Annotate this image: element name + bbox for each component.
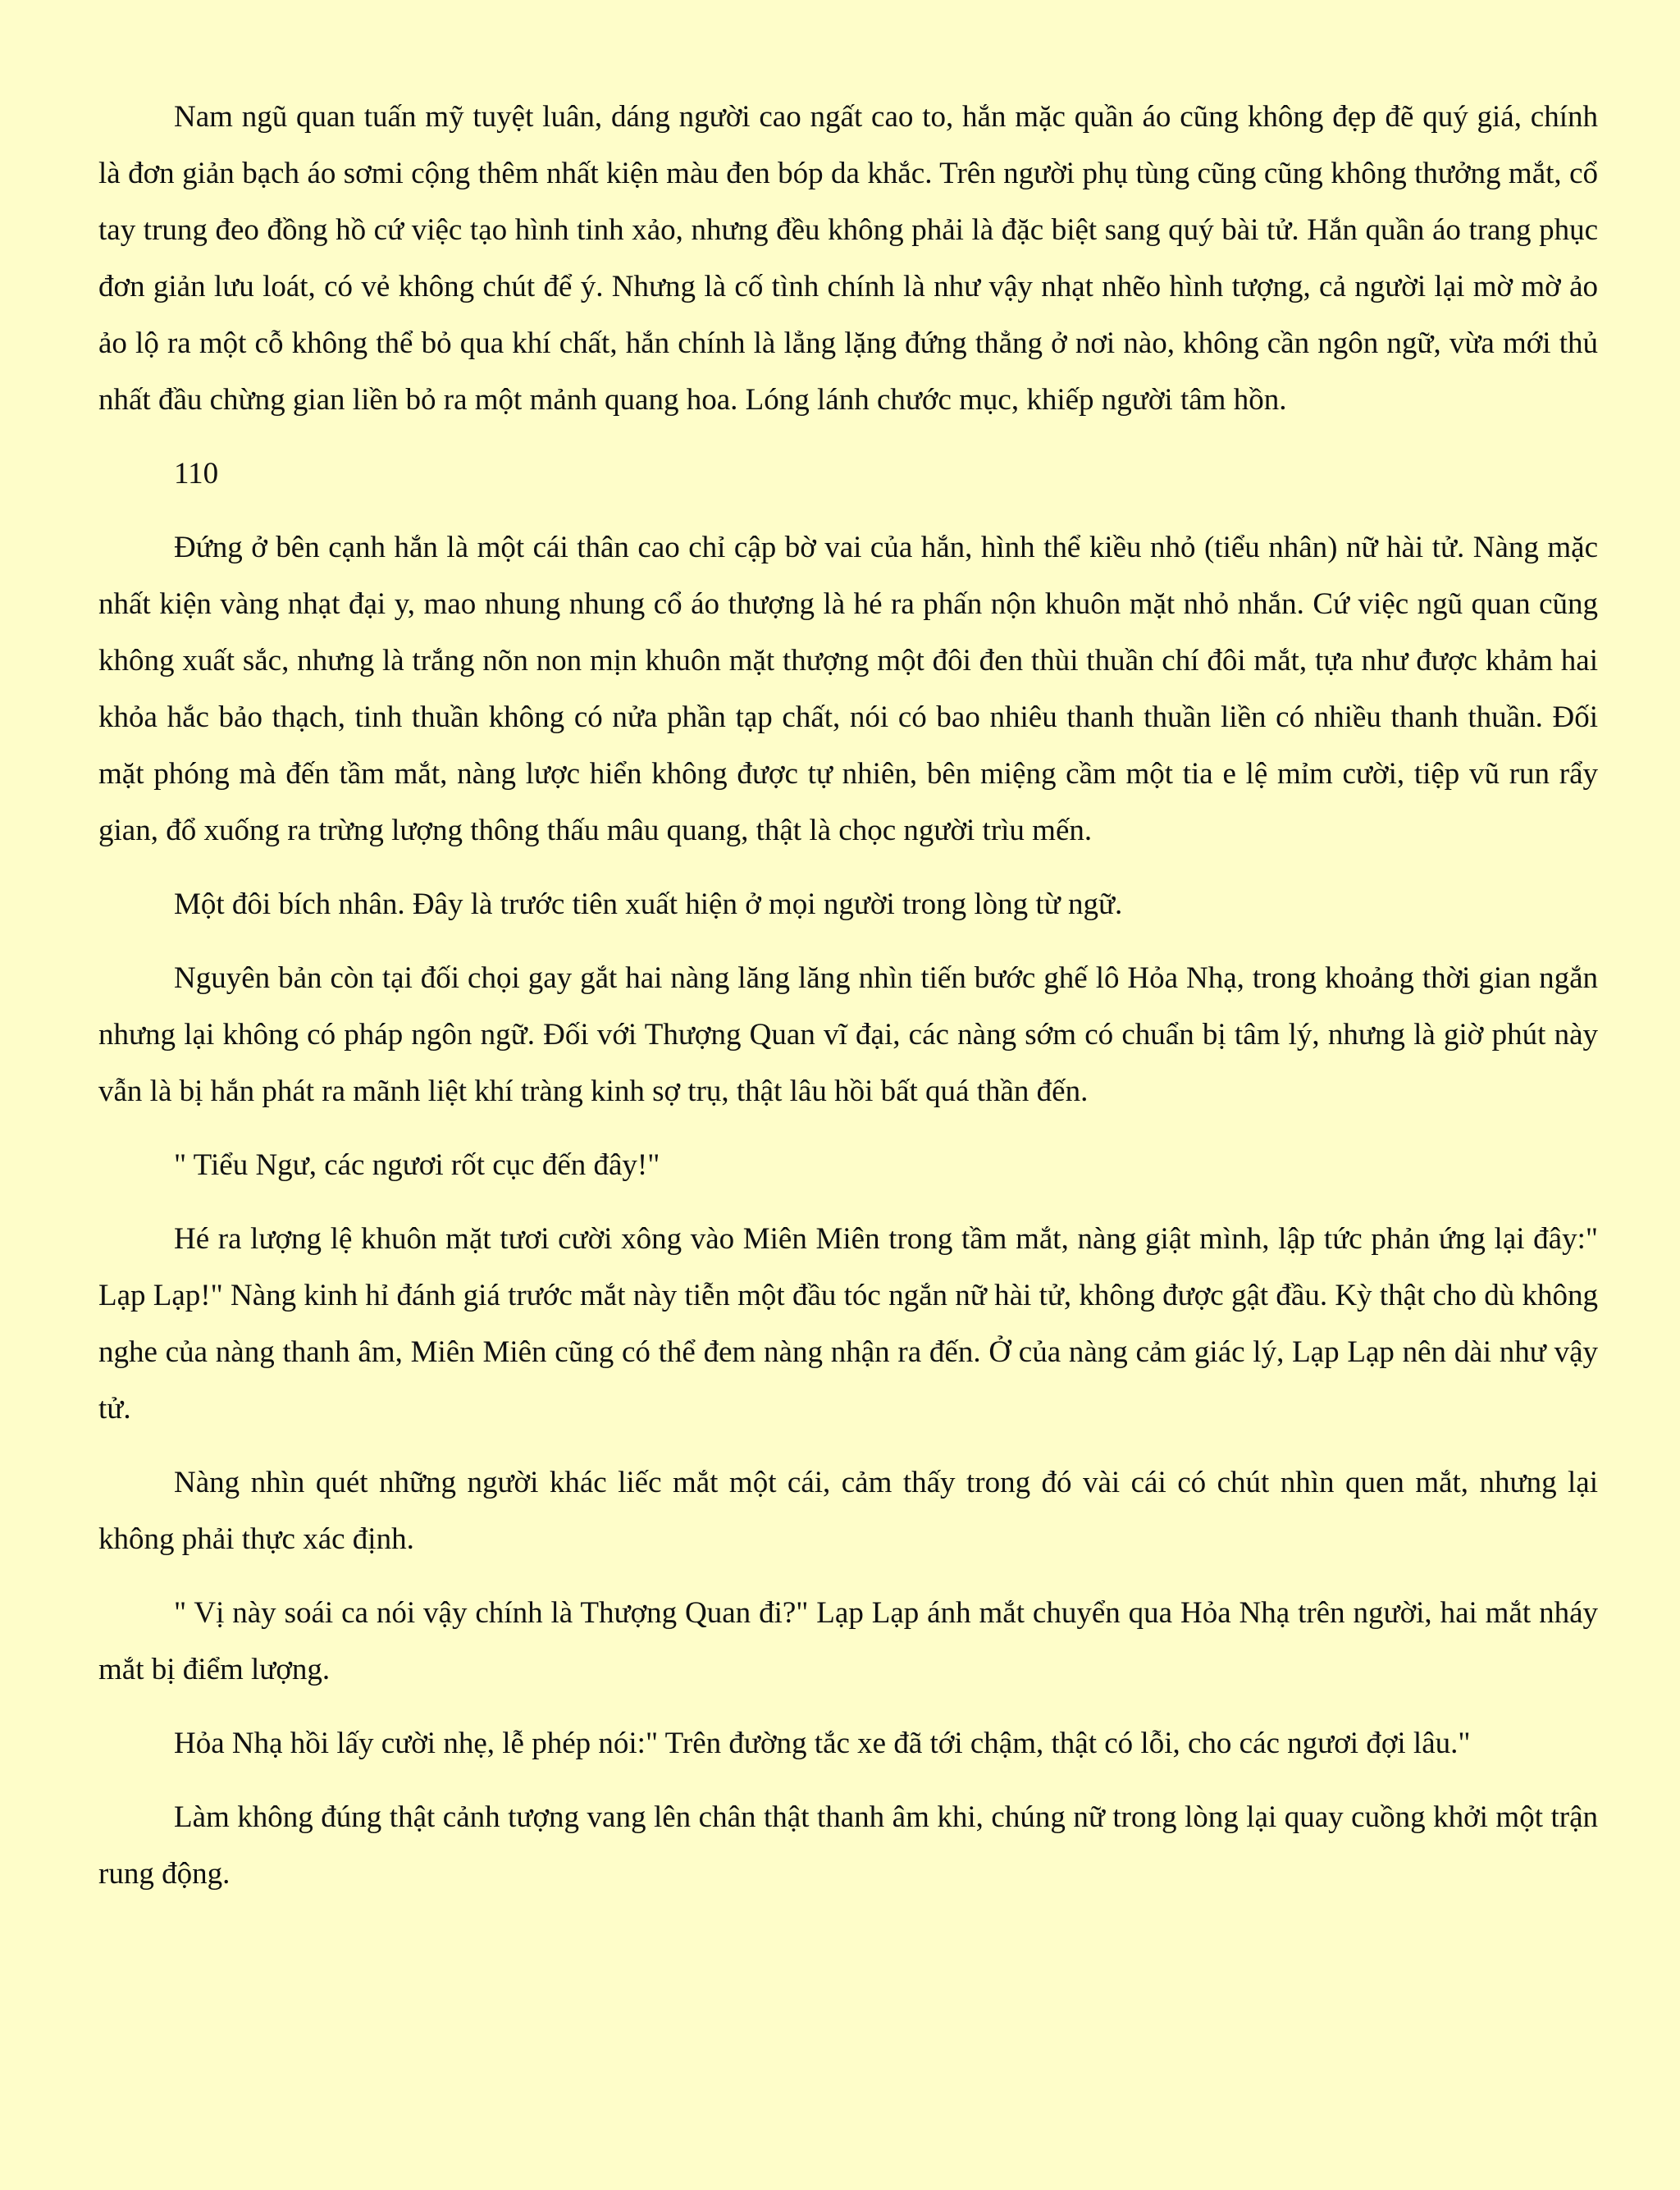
paragraph-3: Một đôi bích nhân. Đây là trước tiên xuất hiện ở mọi người trong lòng từ ngữ. [174,887,1123,921]
paragraph-5: " Tiểu Ngư, các ngươi rốt cục đến đây!" [174,1148,660,1182]
paragraph-10: Làm không đúng thật cảnh tượng vang lên chân thật thanh âm khi, chúng nữ trong lòng lại quay cuồng khởi một trận rung động. [98,1800,1598,1891]
paragraph-6: Hé ra lượng lệ khuôn mặt tươi cười xông vào Miên Miên trong tầm mắt, nàng giật mình, lập tức phản ứng lại đây:" Lạp Lạp!" Nàng kinh hỉ đánh giá trước mắt này tiễn một đầu tóc ngắn nữ hài tử, không được gật đầu. Kỳ thật cho dù không nghe của nàng thanh âm, Miên Miên cũng có thể đem nàng nhận ra đến. Ở của nàng cảm giác lý, Lạp Lạp nên dài như vậy tử. [98,1222,1598,1426]
page-number: 110 [174,457,219,490]
paragraph-2: Đứng ở bên cạnh hắn là một cái thân cao chỉ cập bờ vai của hắn, hình thể kiều nhỏ (tiểu nhân) nữ hài tử. Nàng mặc nhất kiện vàng nhạt đại y, mao nhung nhung cổ áo thượng là hé ra phấn nộn khuôn mặt nhỏ nhắn. Cứ việc ngũ quan cũng không xuất sắc, nhưng là trắng nõn non mịn khuôn mặt thượng một đôi đen thùi thuần chí đôi mắt, tựa như được khảm hai khỏa hắc bảo thạch, tinh thuần không có nửa phần tạp chất, nói có bao nhiêu thanh thuần liền có nhiều thanh thuần. Đối mặt phóng mà đến tầm mắt, nàng lược hiển không được tự nhiên, bên miệng cầm một tia e lệ mỉm cười, tiệp vũ run rẩy gian, đổ xuống ra trừng lượng thông thấu mâu quang, thật là chọc người trìu mến. [98,531,1598,847]
paragraph-1: Nam ngũ quan tuấn mỹ tuyệt luân, dáng người cao ngất cao to, hắn mặc quần áo cũng không đẹp đẽ quý giá, chính là đơn giản bạch áo sơmi cộng thêm nhất kiện màu đen bóp da khắc. Trên người phụ tùng cũng cũng không thưởng mắt, cổ tay trung đeo đồng hồ cứ việc tạo hình tinh xảo, nhưng đều không phải là đặc biệt sang quý bài tử. Hắn quần áo trang phục đơn giản lưu loát, có vẻ không chút để ý. Nhưng là cố tình chính là như vậy nhạt nhẽo hình tượng, cả người lại mờ mờ ảo ảo lộ ra một cỗ không thể bỏ qua khí chất, hắn chính là lẳng lặng đứng thẳng ở nơi nào, không cần ngôn ngữ, vừa mới thủ nhất đầu chừng gian liền bỏ ra một mảnh quang hoa. Lóng lánh chước mục, khiếp người tâm hồn. [98,100,1598,417]
paragraph-8: " Vị này soái ca nói vậy chính là Thượng Quan đi?" Lạp Lạp ánh mắt chuyển qua Hỏa Nhạ trên người, hai mắt nháy mắt bị điểm lượng. [98,1596,1598,1686]
paragraph-9: Hỏa Nhạ hồi lấy cười nhẹ, lễ phép nói:" Trên đường tắc xe đã tới chậm, thật có lỗi, cho các ngươi đợi lâu." [174,1727,1471,1760]
paragraph-7: Nàng nhìn quét những người khác liếc mắt một cái, cảm thấy trong đó vài cái có chút nhìn quen mắt, nhưng lại không phải thực xác định. [98,1466,1598,1556]
paragraph-4: Nguyên bản còn tại đối chọi gay gắt hai nàng lăng lăng nhìn tiến bước ghế lô Hỏa Nhạ, trong khoảng thời gian ngắn nhưng lại không có pháp ngôn ngữ. Đối với Thượng Quan vĩ đại, các nàng sớm có chuẩn bị tâm lý, nhưng là giờ phút này vẫn là bị hắn phát ra mãnh liệt khí tràng kinh sợ trụ, thật lâu hồi bất quá thần đến. [98,961,1598,1108]
document-page [98,89,1598,1919]
